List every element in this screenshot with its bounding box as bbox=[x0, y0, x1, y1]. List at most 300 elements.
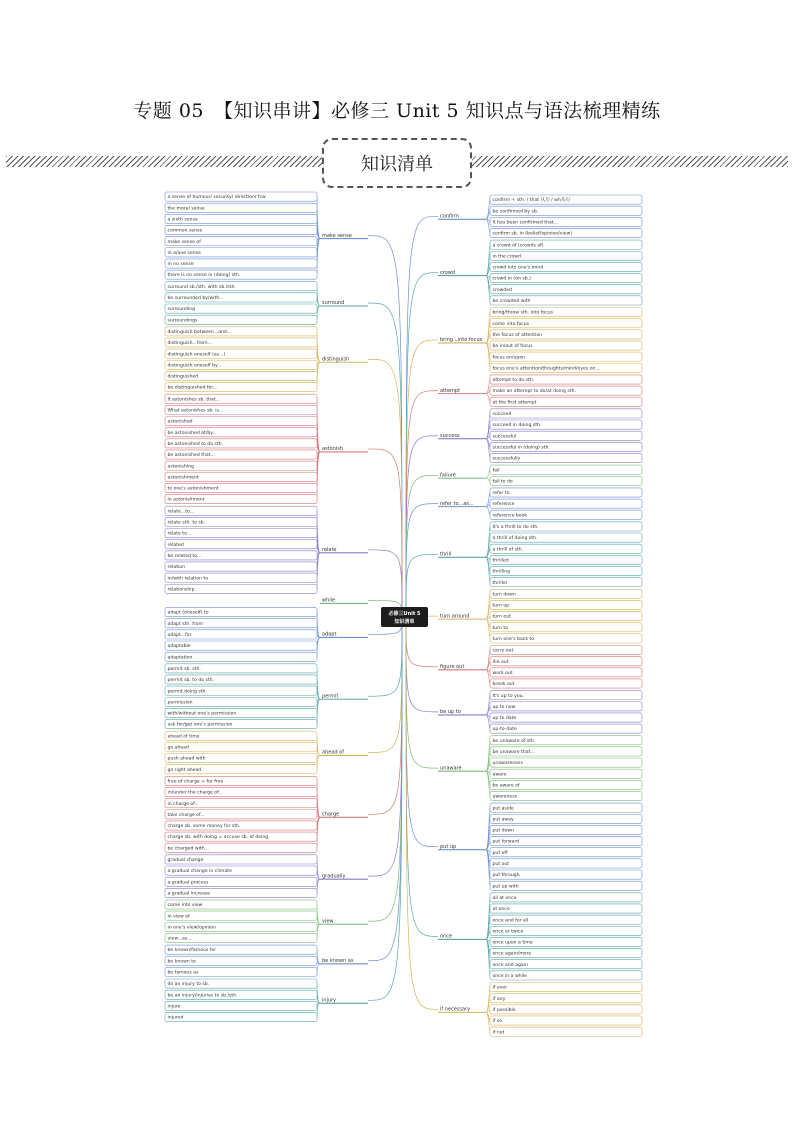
leaf-text: break out bbox=[492, 682, 515, 688]
leaf-right-14-3[interactable] bbox=[490, 1016, 642, 1025]
leaf-left-2-2[interactable] bbox=[165, 349, 317, 358]
leaf-text: fail to do bbox=[492, 479, 513, 485]
leaf-box bbox=[490, 769, 642, 778]
leaf-text: be an injury/injuries to sb./sth. bbox=[167, 993, 238, 999]
leaf-text: adapt (oneself) to bbox=[167, 610, 209, 616]
leaf-left-3-3[interactable] bbox=[165, 428, 317, 437]
leaf-right-10-1[interactable] bbox=[490, 702, 642, 711]
branch-left-2[interactable] bbox=[320, 356, 368, 362]
leaf-box bbox=[490, 623, 642, 632]
branch-right-1[interactable] bbox=[438, 270, 486, 276]
leaf-right-14-1[interactable] bbox=[490, 994, 642, 1003]
branch-left-0[interactable] bbox=[320, 233, 368, 239]
leaf-right-3-2[interactable] bbox=[490, 397, 642, 406]
leaf-right-12-6[interactable] bbox=[490, 870, 642, 879]
leaf-text: awareness bbox=[492, 794, 518, 800]
leaf-left-11-3[interactable] bbox=[165, 933, 317, 942]
leaf-text: put down bbox=[492, 828, 514, 834]
leaf-left-10-1[interactable] bbox=[165, 866, 317, 875]
branch-right-11[interactable] bbox=[438, 765, 486, 771]
branch-label-right-10: be up to bbox=[440, 709, 461, 716]
leaf-left-6-3[interactable] bbox=[165, 641, 317, 650]
leaf-right-11-1[interactable] bbox=[490, 747, 642, 756]
leaf-text: push ahead with bbox=[167, 756, 206, 762]
leaf-text: a crowd of (crowds of) bbox=[492, 243, 544, 249]
leaf-left-2-5[interactable] bbox=[165, 383, 317, 392]
leaf-right-13-6[interactable] bbox=[490, 960, 642, 969]
leaf-text: aware bbox=[492, 772, 507, 778]
branch-left-7[interactable] bbox=[320, 693, 368, 699]
leaf-left-1-1[interactable] bbox=[165, 293, 317, 302]
leaf-text: be astonished to do sth. bbox=[167, 441, 224, 447]
branch-left-5[interactable] bbox=[320, 598, 368, 604]
leaf-text: confirm sb. in (belief/opinion/view) bbox=[492, 231, 573, 237]
leaf-box bbox=[165, 562, 317, 571]
leaf-left-9-4[interactable] bbox=[165, 821, 317, 830]
leaf-left-3-7[interactable] bbox=[165, 472, 317, 481]
leaf-text: related bbox=[167, 542, 184, 548]
leaf-right-10-2[interactable] bbox=[490, 713, 642, 722]
leaf-right-1-4[interactable] bbox=[490, 285, 642, 294]
leaf-left-11-2[interactable] bbox=[165, 922, 317, 931]
leaf-right-13-5[interactable] bbox=[490, 949, 642, 958]
leaf-right-12-4[interactable] bbox=[490, 848, 642, 857]
branch-right-5[interactable] bbox=[438, 472, 486, 478]
leaf-box bbox=[165, 1001, 317, 1010]
leaf-left-3-4[interactable] bbox=[165, 439, 317, 448]
leaf-right-13-2[interactable] bbox=[490, 915, 642, 924]
leaf-right-12-2[interactable] bbox=[490, 825, 642, 834]
leaf-box bbox=[490, 465, 642, 474]
leaf-left-2-4[interactable] bbox=[165, 371, 317, 380]
leaf-left-3-2[interactable] bbox=[165, 417, 317, 426]
leaf-left-13-1[interactable] bbox=[165, 990, 317, 999]
leaf-left-10-2[interactable] bbox=[165, 877, 317, 886]
leaf-connector-right-14-4 bbox=[486, 1012, 490, 1031]
connector-left-8 bbox=[368, 617, 402, 753]
leaf-left-9-6[interactable] bbox=[165, 843, 317, 852]
leaf-text: injure bbox=[167, 1004, 181, 1010]
leaf-left-12-1[interactable] bbox=[165, 956, 317, 965]
leaf-right-2-1[interactable] bbox=[490, 319, 642, 328]
leaf-left-6-2[interactable] bbox=[165, 630, 317, 639]
leaf-left-4-2[interactable] bbox=[165, 529, 317, 538]
leaf-text: carry out bbox=[492, 648, 514, 654]
leaf-text: crowd in (on sb.) bbox=[492, 276, 531, 282]
leaf-right-4-1[interactable] bbox=[490, 420, 642, 429]
branch-label-left-3: astonish bbox=[322, 446, 344, 453]
leaf-connector-left-11-3 bbox=[317, 924, 320, 938]
connector-right-14 bbox=[406, 617, 438, 1009]
leaf-left-1-2[interactable] bbox=[165, 304, 317, 313]
branch-label-left-11: view bbox=[322, 918, 334, 925]
leaf-right-12-0[interactable] bbox=[490, 803, 642, 812]
branch-label-right-14: if necessary bbox=[440, 1006, 471, 1013]
branch-left-10[interactable] bbox=[320, 873, 368, 879]
branch-left-12[interactable] bbox=[320, 958, 368, 964]
leaf-right-5-1[interactable] bbox=[490, 476, 642, 485]
leaf-box bbox=[490, 848, 642, 857]
leaf-text: a gradual increase bbox=[167, 891, 211, 897]
leaf-right-9-0[interactable] bbox=[490, 646, 642, 655]
leaf-text: charge sb. some money for sth. bbox=[167, 824, 241, 830]
leaf-right-6-2[interactable] bbox=[490, 510, 642, 519]
center-line-2: 知识清单 bbox=[394, 619, 415, 625]
leaf-right-8-1[interactable] bbox=[490, 600, 642, 609]
leaf-left-7-5[interactable] bbox=[165, 720, 317, 729]
branch-left-4[interactable] bbox=[320, 547, 368, 553]
leaf-left-8-1[interactable] bbox=[165, 742, 317, 751]
leaf-text: ask for/get one's permission bbox=[167, 722, 233, 728]
leaf-right-1-3[interactable] bbox=[490, 274, 642, 283]
leaf-left-0-1[interactable] bbox=[165, 203, 317, 212]
leaf-right-12-3[interactable] bbox=[490, 837, 642, 846]
leaf-text: surroundings bbox=[167, 318, 198, 324]
leaf-right-2-0[interactable] bbox=[490, 308, 642, 317]
leaf-text: go ahead bbox=[167, 745, 189, 751]
connector-right-0 bbox=[406, 216, 438, 617]
leaf-text: be famous as bbox=[167, 970, 199, 976]
leaf-left-4-4[interactable] bbox=[165, 551, 317, 560]
connector-right-12 bbox=[406, 617, 438, 847]
leaf-right-10-3[interactable] bbox=[490, 724, 642, 733]
leaf-text: if not bbox=[492, 1030, 505, 1036]
leaf-right-3-0[interactable] bbox=[490, 375, 642, 384]
branch-right-4[interactable] bbox=[438, 433, 486, 439]
branch-label-right-11: unaware bbox=[440, 765, 462, 772]
leaf-text: to one's astonishment bbox=[167, 486, 219, 492]
leaf-left-7-4[interactable] bbox=[165, 708, 317, 717]
leaf-text: at once bbox=[492, 907, 510, 913]
branch-left-13[interactable] bbox=[320, 998, 368, 1004]
leaf-box bbox=[490, 1016, 642, 1025]
leaf-right-8-2[interactable] bbox=[490, 612, 642, 621]
leaf-connector-left-13-3 bbox=[317, 1003, 320, 1017]
leaf-left-9-2[interactable] bbox=[165, 799, 317, 808]
leaf-box bbox=[490, 555, 642, 564]
leaf-right-7-0[interactable] bbox=[490, 522, 642, 531]
leaf-text: the moral sense bbox=[167, 206, 205, 212]
branch-label-right-8: turn around bbox=[440, 613, 470, 620]
leaf-left-4-6[interactable] bbox=[165, 573, 317, 582]
leaf-left-10-0[interactable] bbox=[165, 855, 317, 864]
leaf-text: bring/throw sth. into focus bbox=[492, 310, 554, 316]
leaf-text: thrilling bbox=[492, 569, 511, 575]
leaf-text: a thrill of doing sth. bbox=[492, 536, 538, 542]
leaf-text: distinguished bbox=[167, 374, 199, 380]
leaf-text: crowd into one's mind bbox=[492, 265, 544, 271]
leaf-right-5-0[interactable] bbox=[490, 465, 642, 474]
leaf-left-3-0[interactable] bbox=[165, 394, 317, 403]
branch-right-0[interactable] bbox=[438, 214, 486, 220]
leaf-left-11-1[interactable] bbox=[165, 911, 317, 920]
leaf-text: successful bbox=[492, 434, 517, 440]
leaf-text: ahead of time bbox=[167, 734, 200, 740]
leaf-text: make an attempt to do/at doing sth. bbox=[492, 389, 576, 395]
leaf-left-7-2[interactable] bbox=[165, 686, 317, 695]
leaf-box bbox=[490, 600, 642, 609]
branch-left-3[interactable] bbox=[320, 446, 368, 452]
branch-right-12[interactable] bbox=[438, 844, 486, 850]
branch-right-6[interactable] bbox=[438, 501, 486, 507]
branch-label-right-1: crowd bbox=[440, 269, 456, 276]
leaf-left-2-1[interactable] bbox=[165, 338, 317, 347]
leaf-text: once again/more bbox=[492, 951, 532, 957]
leaf-left-0-6[interactable] bbox=[165, 259, 317, 268]
leaf-left-2-0[interactable] bbox=[165, 327, 317, 336]
leaf-left-8-0[interactable] bbox=[165, 731, 317, 740]
leaf-text: confirm + sth. / that 从句 / wh从句 bbox=[492, 198, 571, 204]
branch-right-8[interactable] bbox=[438, 613, 486, 619]
leaf-left-4-3[interactable] bbox=[165, 540, 317, 549]
leaf-text: successful in (doing) sth. bbox=[492, 445, 550, 451]
leaf-right-13-3[interactable] bbox=[490, 926, 642, 935]
leaf-right-6-0[interactable] bbox=[490, 488, 642, 497]
branch-label-left-10: gradually bbox=[322, 873, 346, 880]
leaf-right-7-3[interactable] bbox=[490, 555, 642, 564]
branch-left-8[interactable] bbox=[320, 750, 368, 756]
leaf-left-9-0[interactable] bbox=[165, 776, 317, 785]
leaf-text: put aside bbox=[492, 806, 514, 812]
leaf-left-0-7[interactable] bbox=[165, 270, 317, 279]
leaf-text: be known/famous for bbox=[167, 948, 217, 954]
leaf-box bbox=[490, 409, 642, 418]
leaf-text: if possible bbox=[492, 1007, 516, 1013]
leaf-text: come into focus bbox=[492, 321, 530, 327]
branch-left-6[interactable] bbox=[320, 632, 368, 638]
leaf-right-1-0[interactable] bbox=[490, 240, 642, 249]
leaf-text: succeed bbox=[492, 412, 512, 418]
leaf-text: a sixth sense bbox=[167, 217, 198, 223]
leaf-text: put forward bbox=[492, 839, 520, 845]
leaf-text: be surrounded by/with... bbox=[167, 296, 224, 302]
leaf-right-11-4[interactable] bbox=[490, 780, 642, 789]
leaf-right-2-2[interactable] bbox=[490, 330, 642, 339]
leaf-left-2-3[interactable] bbox=[165, 360, 317, 369]
leaf-left-4-7[interactable] bbox=[165, 584, 317, 593]
leaf-left-8-3[interactable] bbox=[165, 765, 317, 774]
leaf-text: in view of bbox=[167, 914, 190, 920]
leaf-right-2-5[interactable] bbox=[490, 363, 642, 372]
branch-left-1[interactable] bbox=[320, 300, 368, 306]
leaf-right-6-1[interactable] bbox=[490, 499, 642, 508]
leaf-right-14-0[interactable] bbox=[490, 983, 642, 992]
leaf-text: all at once bbox=[492, 895, 517, 901]
leaf-text: in a/one sense bbox=[167, 250, 201, 256]
leaf-right-4-3[interactable] bbox=[490, 442, 642, 451]
leaf-text: It has been confirmed that... bbox=[492, 220, 558, 226]
leaf-right-11-5[interactable] bbox=[490, 791, 642, 800]
leaf-left-6-1[interactable] bbox=[165, 619, 317, 628]
branch-left-9[interactable] bbox=[320, 812, 368, 818]
leaf-left-8-2[interactable] bbox=[165, 754, 317, 763]
branch-right-7[interactable] bbox=[438, 552, 486, 558]
leaf-right-9-2[interactable] bbox=[490, 668, 642, 677]
leaf-left-9-5[interactable] bbox=[165, 832, 317, 841]
leaf-text: surround sb./sth. with sb./sth. bbox=[167, 284, 236, 290]
leaf-text: if ever bbox=[492, 985, 508, 991]
leaf-right-1-1[interactable] bbox=[490, 251, 642, 260]
leaf-right-11-0[interactable] bbox=[490, 736, 642, 745]
leaf-text: up to date bbox=[492, 716, 517, 722]
branch-label-left-6: adapt bbox=[322, 631, 337, 638]
leaf-left-7-3[interactable] bbox=[165, 697, 317, 706]
leaf-left-3-9[interactable] bbox=[165, 495, 317, 504]
leaf-right-2-4[interactable] bbox=[490, 352, 642, 361]
leaf-left-13-0[interactable] bbox=[165, 979, 317, 988]
mind-map-center-node[interactable] bbox=[381, 607, 428, 627]
leaf-left-13-2[interactable] bbox=[165, 1001, 317, 1010]
connector-right-4 bbox=[406, 436, 438, 617]
leaf-text: be distinguished for... bbox=[167, 385, 218, 391]
branch-right-14[interactable] bbox=[438, 1007, 486, 1013]
leaf-left-4-5[interactable] bbox=[165, 562, 317, 571]
leaf-text: put out bbox=[492, 862, 510, 868]
leaf-text: a thrill of sth. bbox=[492, 547, 524, 553]
leaf-connector-left-12-0 bbox=[317, 950, 320, 964]
leaf-right-12-5[interactable] bbox=[490, 859, 642, 868]
branch-right-13[interactable] bbox=[438, 934, 486, 940]
leaf-left-7-1[interactable] bbox=[165, 675, 317, 684]
leaf-left-12-2[interactable] bbox=[165, 967, 317, 976]
leaf-left-1-0[interactable] bbox=[165, 282, 317, 291]
leaf-right-12-7[interactable] bbox=[490, 881, 642, 890]
leaf-left-6-0[interactable] bbox=[165, 608, 317, 617]
leaf-box bbox=[490, 566, 642, 575]
leaf-text: adapt...for bbox=[167, 633, 192, 639]
leaf-right-0-1[interactable] bbox=[490, 206, 642, 215]
leaf-right-7-1[interactable] bbox=[490, 533, 642, 542]
leaf-right-8-4[interactable] bbox=[490, 634, 642, 643]
leaf-left-9-1[interactable] bbox=[165, 787, 317, 796]
leaf-text: in/with relation to bbox=[167, 576, 209, 582]
branch-right-9[interactable] bbox=[438, 664, 486, 670]
branch-label-right-0: confirm bbox=[440, 213, 459, 220]
leaf-right-3-1[interactable] bbox=[490, 386, 642, 395]
leaf-left-3-5[interactable] bbox=[165, 450, 317, 459]
leaf-box bbox=[165, 1012, 317, 1021]
leaf-text: focus one's attention/thoughts/mind/eyes on... bbox=[492, 366, 600, 372]
leaf-box bbox=[490, 285, 642, 294]
branch-label-right-5: failure bbox=[440, 472, 456, 479]
leaf-right-4-2[interactable] bbox=[490, 431, 642, 440]
leaf-text: with/without one's permission bbox=[167, 711, 237, 717]
leaf-left-0-5[interactable] bbox=[165, 248, 317, 257]
leaf-right-14-4[interactable] bbox=[490, 1027, 642, 1036]
leaf-right-0-0[interactable] bbox=[490, 195, 642, 204]
branch-label-right-12: put up bbox=[440, 843, 457, 850]
branch-right-2[interactable] bbox=[438, 337, 486, 343]
leaf-right-8-0[interactable] bbox=[490, 589, 642, 598]
leaf-left-12-0[interactable] bbox=[165, 945, 317, 954]
leaf-right-4-4[interactable] bbox=[490, 453, 642, 462]
leaf-right-12-1[interactable] bbox=[490, 814, 642, 823]
branch-right-10[interactable] bbox=[438, 709, 486, 715]
leaf-left-3-8[interactable] bbox=[165, 483, 317, 492]
branch-left-11[interactable] bbox=[320, 918, 368, 924]
leaf-right-13-4[interactable] bbox=[490, 937, 642, 946]
leaf-right-10-0[interactable] bbox=[490, 691, 642, 700]
leaf-text: turn one's back to bbox=[492, 637, 535, 643]
branch-label-right-3: attempt bbox=[440, 387, 461, 394]
leaf-right-9-3[interactable] bbox=[490, 679, 642, 688]
branch-label-left-9: charge bbox=[322, 811, 340, 818]
leaf-right-13-7[interactable] bbox=[490, 971, 642, 980]
leaf-right-9-1[interactable] bbox=[490, 657, 642, 666]
leaf-text: in no sense bbox=[167, 262, 194, 268]
leaf-text: the focus of attention bbox=[492, 332, 543, 338]
leaf-text: common sense bbox=[167, 228, 203, 234]
leaf-right-2-3[interactable] bbox=[490, 341, 642, 350]
connector-right-5 bbox=[406, 475, 438, 617]
leaf-right-11-3[interactable] bbox=[490, 769, 642, 778]
leaf-right-1-5[interactable] bbox=[490, 296, 642, 305]
branch-right-3[interactable] bbox=[438, 388, 486, 394]
leaf-right-7-4[interactable] bbox=[490, 566, 642, 575]
leaf-text: there is no sense in (doing) sth. bbox=[167, 273, 241, 279]
leaf-right-13-1[interactable] bbox=[490, 904, 642, 913]
connector-left-7 bbox=[368, 617, 402, 696]
branch-label-left-4: relate bbox=[322, 547, 337, 553]
leaf-right-8-3[interactable] bbox=[490, 623, 642, 632]
leaf-text: once and again bbox=[492, 962, 528, 968]
leaf-text: in one's view/opinion bbox=[167, 925, 216, 931]
leaf-right-14-2[interactable] bbox=[490, 1005, 642, 1014]
leaf-left-4-1[interactable] bbox=[165, 517, 317, 526]
leaf-connector-right-10-0 bbox=[486, 695, 490, 715]
leaf-box bbox=[490, 1027, 642, 1036]
leaf-text: injured bbox=[167, 1015, 184, 1021]
leaf-right-0-3[interactable] bbox=[490, 228, 642, 237]
leaf-left-0-0[interactable] bbox=[165, 192, 317, 201]
leaf-left-0-2[interactable] bbox=[165, 214, 317, 223]
leaf-left-13-3[interactable] bbox=[165, 1012, 317, 1021]
leaf-right-7-2[interactable] bbox=[490, 544, 642, 553]
leaf-text: be confirmed by sb. bbox=[492, 209, 539, 215]
branch-label-right-13: once bbox=[440, 933, 453, 940]
section-banner: 知识清单 bbox=[322, 138, 472, 188]
leaf-left-11-0[interactable] bbox=[165, 900, 317, 909]
leaf-right-13-0[interactable] bbox=[490, 893, 642, 902]
leaf-connector-right-0-0 bbox=[486, 200, 490, 220]
leaf-box bbox=[490, 612, 642, 621]
leaf-right-7-5[interactable] bbox=[490, 578, 642, 587]
leaf-connector-left-12-2 bbox=[317, 964, 320, 972]
leaf-left-0-4[interactable] bbox=[165, 237, 317, 246]
leaf-right-11-2[interactable] bbox=[490, 758, 642, 767]
leaf-text: adapt sth. from bbox=[167, 621, 203, 627]
leaf-right-0-2[interactable] bbox=[490, 217, 642, 226]
leaf-text: relate...to... bbox=[167, 509, 195, 515]
leaf-left-10-3[interactable] bbox=[165, 888, 317, 897]
leaf-right-4-0[interactable] bbox=[490, 409, 642, 418]
leaf-left-4-0[interactable] bbox=[165, 506, 317, 515]
leaf-left-6-4[interactable] bbox=[165, 652, 317, 661]
leaf-text: It astonishes sb. that... bbox=[167, 397, 221, 403]
leaf-text: in charge of... bbox=[167, 801, 199, 807]
leaf-text: be charged with... bbox=[167, 846, 210, 852]
leaf-left-7-0[interactable] bbox=[165, 664, 317, 673]
leaf-text: be aware of bbox=[492, 783, 520, 789]
leaf-left-9-3[interactable] bbox=[165, 810, 317, 819]
leaf-left-3-1[interactable] bbox=[165, 405, 317, 414]
leaf-right-1-2[interactable] bbox=[490, 262, 642, 271]
leaf-left-0-3[interactable] bbox=[165, 225, 317, 234]
leaf-text: work out bbox=[492, 670, 513, 676]
leaf-left-1-3[interactable] bbox=[165, 315, 317, 324]
leaf-text: distinguish oneself (as...) bbox=[167, 352, 226, 358]
leaf-left-3-6[interactable] bbox=[165, 461, 317, 470]
